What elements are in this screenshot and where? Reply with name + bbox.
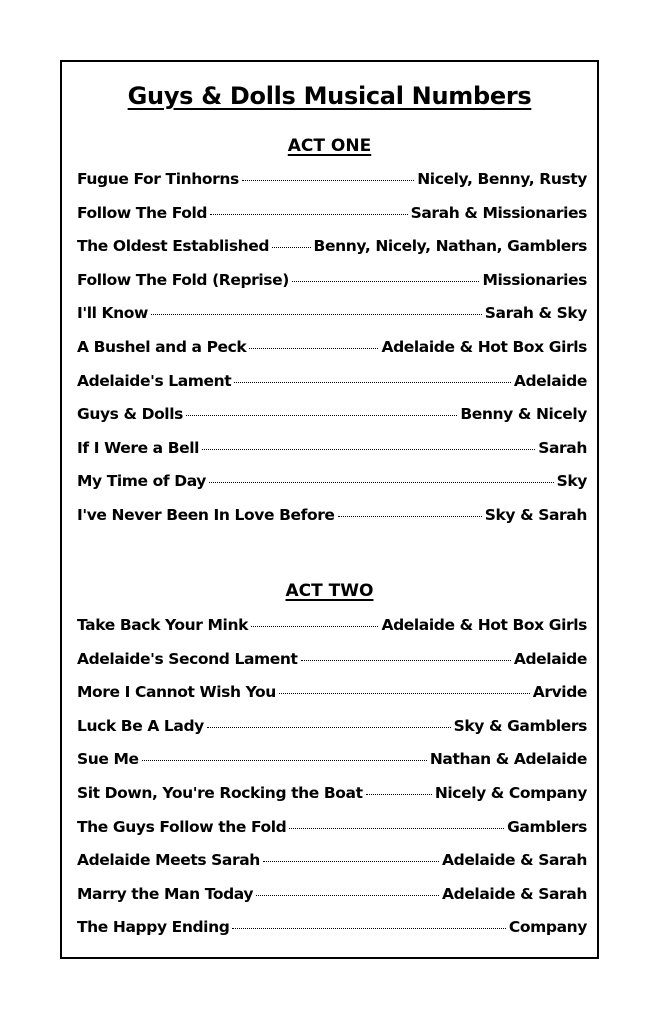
song-row	[77, 717, 587, 751]
song-row	[77, 405, 587, 439]
dot-leader	[272, 247, 310, 248]
act-one-song-list	[77, 170, 587, 540]
dot-leader	[256, 895, 439, 896]
dot-leader	[234, 382, 511, 383]
song-row	[77, 170, 587, 204]
song-performers: Gamblers	[507, 817, 587, 836]
song-row	[77, 918, 587, 952]
song-performers: Adelaide & Hot Box Girls	[381, 616, 587, 634]
song-row	[77, 650, 587, 684]
song-row	[77, 506, 587, 540]
song-row	[77, 750, 587, 784]
dot-leader	[242, 180, 414, 181]
dot-leader	[366, 794, 432, 795]
song-performers: Sky	[556, 472, 587, 491]
act-two-heading	[62, 581, 597, 601]
song-title: Follow The Fold	[77, 203, 208, 222]
dot-leader	[202, 449, 535, 450]
song-title: I've Never Been In Love Before	[77, 505, 335, 524]
song-performers: Sky & Sarah	[484, 505, 587, 524]
song-title: The Happy Ending	[77, 918, 230, 937]
dot-leader	[249, 348, 378, 349]
song-row	[77, 304, 587, 338]
dot-leader	[251, 626, 378, 627]
song-title: Marry the Man Today	[77, 884, 254, 903]
song-performers: Benny, Nicely, Nathan, Gamblers	[313, 237, 587, 256]
song-title: More I Cannot Wish You	[77, 683, 276, 702]
song-row	[77, 439, 587, 473]
song-title: Fugue For Tinhorns	[77, 170, 239, 188]
dot-leader	[142, 760, 427, 761]
dot-leader	[151, 314, 482, 315]
song-row	[77, 472, 587, 506]
dot-leader	[289, 828, 504, 829]
song-performers: Benny & Nicely	[460, 405, 587, 424]
song-performers: Nathan & Adelaide	[429, 750, 587, 769]
song-title: Take Back Your Mink	[77, 616, 249, 634]
song-row	[77, 784, 587, 818]
dot-leader	[263, 861, 439, 862]
song-performers: Sarah & Sky	[484, 304, 587, 323]
song-row	[77, 851, 587, 885]
song-performers: Company	[508, 918, 587, 937]
song-row	[77, 372, 587, 406]
dot-leader	[209, 482, 554, 483]
song-performers: Adelaide & Sarah	[442, 884, 587, 903]
song-performers: Adelaide	[513, 371, 587, 390]
dot-leader	[292, 281, 480, 282]
dot-leader	[338, 516, 482, 517]
song-title: If I Were a Bell	[77, 438, 200, 457]
song-performers: Adelaide & Sarah	[442, 851, 587, 870]
dot-leader	[207, 727, 451, 728]
song-title: A Bushel and a Peck	[77, 337, 247, 356]
program-border	[60, 60, 599, 959]
song-title: Guys & Dolls	[77, 405, 183, 424]
song-performers: Nicely & Company	[434, 783, 587, 802]
song-row	[77, 616, 587, 650]
song-performers: Missionaries	[482, 270, 587, 289]
song-performers: Adelaide & Hot Box Girls	[381, 337, 587, 356]
song-title: My Time of Day	[77, 472, 207, 491]
song-title: The Oldest Established	[77, 237, 270, 256]
song-title: Luck Be A Lady	[77, 716, 204, 735]
song-performers: Sarah	[538, 438, 587, 457]
song-performers: Sky & Gamblers	[453, 716, 587, 735]
song-row	[77, 204, 587, 238]
song-performers: Sarah & Missionaries	[410, 203, 587, 222]
song-title: Follow The Fold (Reprise)	[77, 270, 289, 289]
song-row	[77, 683, 587, 717]
song-performers: Arvide	[532, 683, 587, 702]
song-title: Sit Down, You're Rocking the Boat	[77, 783, 363, 802]
dot-leader	[232, 928, 506, 929]
song-performers: Nicely, Benny, Rusty	[417, 170, 587, 188]
dot-leader	[186, 415, 457, 416]
song-row	[77, 818, 587, 852]
song-title: Sue Me	[77, 750, 139, 769]
act-one-heading-text: ACT ONE	[287, 136, 372, 156]
song-performers: Adelaide	[513, 649, 587, 668]
dot-leader	[279, 693, 530, 694]
dot-leader	[210, 214, 407, 215]
song-title: I'll Know	[77, 304, 148, 323]
song-title: The Guys Follow the Fold	[77, 817, 287, 836]
song-row	[77, 271, 587, 305]
act-two-song-list	[77, 616, 587, 952]
song-row	[77, 338, 587, 372]
dot-leader	[301, 660, 511, 661]
song-title: Adelaide's Lament	[77, 371, 232, 390]
song-row	[77, 237, 587, 271]
song-row	[77, 885, 587, 919]
act-one-heading	[62, 136, 597, 156]
song-title: Adelaide's Second Lament	[77, 649, 298, 668]
act-two-heading-text: ACT TWO	[285, 581, 374, 601]
page-title	[62, 82, 597, 110]
page-title-text: Guys & Dolls Musical Numbers	[127, 82, 532, 110]
song-title: Adelaide Meets Sarah	[77, 851, 260, 870]
